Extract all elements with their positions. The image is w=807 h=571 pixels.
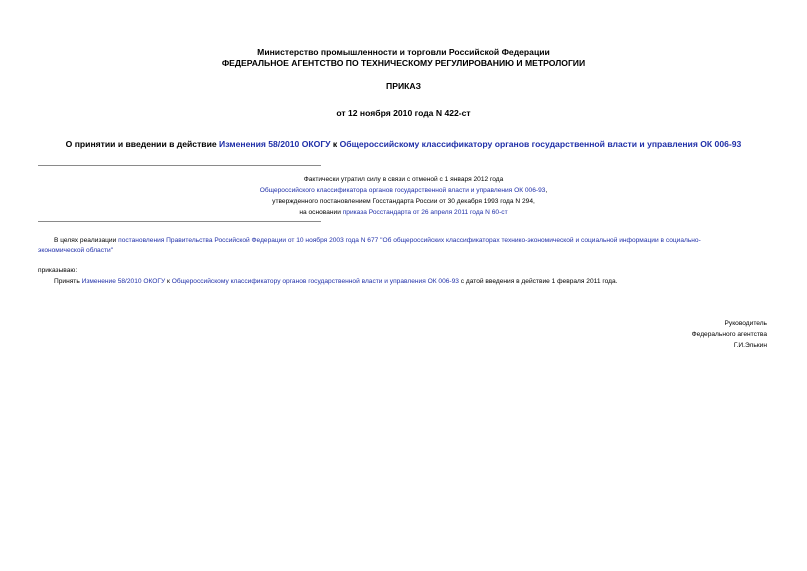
p2-tail: с датой введения в действие 1 февраля 2011 года.	[458, 278, 618, 285]
status-line-3: утвержденного постановлением Госстандарта России от 30 декабря 1993 года N 294,	[272, 198, 535, 205]
status-line-1: Фактически утратил силу в связи с отменой с 1 января 2012 года	[303, 176, 504, 183]
doc-date-number: от 12 ноября 2010 года N 422-ст	[336, 108, 471, 118]
signature-line-3: Г.И.Элькин	[733, 342, 767, 349]
doc-type: ПРИКАЗ	[386, 81, 421, 91]
body-paragraph-2	[54, 277, 774, 287]
p2-link-change[interactable]: Изменение 58/2010 ОКОГУ	[81, 278, 166, 285]
title-link-classifier[interactable]: Общероссийскому классификатору органов государственной власти и управления ОК 006-93	[339, 139, 742, 149]
agency-name: ФЕДЕРАЛЬНОЕ АГЕНТСТВО ПО ТЕХНИЧЕСКОМУ РЕГУЛИРОВАНИЮ И МЕТРОЛОГИИ	[221, 58, 586, 68]
p1-link-title-b[interactable]: экономической области"	[38, 246, 114, 254]
title-middle: к	[330, 139, 340, 149]
signature-line-2: Федерального агентства	[691, 331, 767, 338]
status-line-4	[0, 207, 807, 218]
title-link-change[interactable]: Изменения 58/2010 ОКОГУ	[219, 139, 331, 149]
p2-prefix: Принять	[54, 278, 82, 285]
divider-top	[38, 165, 321, 166]
divider-bottom	[38, 221, 321, 222]
p2-mid: к	[165, 278, 172, 285]
p1-link-resolution[interactable]: постановления Правительства Российской Федерации от 10 ноября 2003 года N 677	[118, 237, 379, 244]
status-line-4-prefix: на основании	[299, 209, 343, 216]
doc-title	[0, 139, 807, 150]
status-line-2	[0, 185, 807, 196]
ministry-name: Министерство промышленности и торговли Российской Федерации	[257, 47, 550, 57]
signature-line-1: Руководитель	[724, 320, 767, 327]
status-link-classifier[interactable]: Общероссийского классификатора органов государственной власти и управления ОК 006-93	[259, 187, 546, 194]
p2-link-classifier[interactable]: Общероссийскому классификатору органов государственной власти и управления ОК 006-93	[171, 278, 459, 285]
p1-prefix: В целях реализации	[54, 237, 119, 244]
body-paragraph-1	[38, 236, 773, 255]
title-prefix: О принятии и введении в действие	[65, 139, 220, 149]
status-line-2-tail: ,	[545, 187, 548, 194]
status-link-order[interactable]: приказа Росстандарта от 26 апреля 2011 года N 60-ст	[342, 209, 508, 216]
order-word: приказываю:	[38, 267, 78, 274]
p1-link-title-a[interactable]: "Об общероссийских классификаторах технико-экономической и социальной информации в социально-	[380, 237, 701, 244]
